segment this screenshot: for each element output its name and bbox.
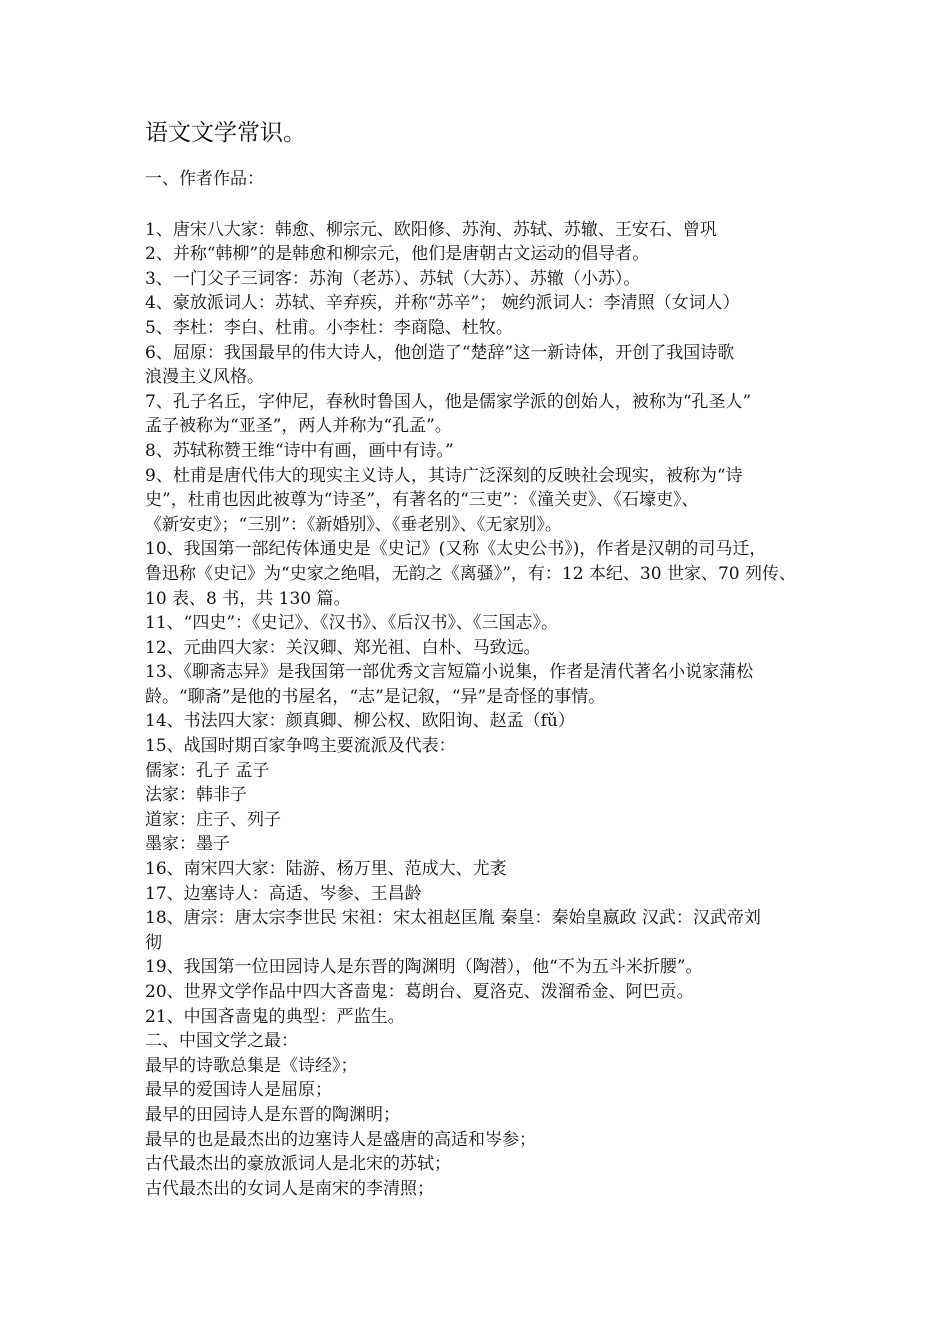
document-body: [145, 218, 825, 1202]
section-heading-author-works: 一、作者作品：: [145, 169, 264, 189]
text-line: 龄。“聊斋”是他的书屋名，“志”是记叙，“异”是奇怪的事情。: [145, 686, 606, 707]
text-line: 10、我国第一部纪传体通史是《史记》(又称《太史公书》)，作者是汉朝的司马迁，: [145, 539, 767, 560]
document-title: 语文文学常识。: [145, 120, 306, 146]
text-line: 7、孔子名丘，字仲尼，春秋时鲁国人，他是儒家学派的创始人，被称为“孔圣人”: [145, 391, 752, 412]
text-line: 最早的田园诗人是东晋的陶渊明；: [145, 1104, 400, 1125]
text-line: 15、战国时期百家争鸣主要流派及代表：: [145, 736, 456, 757]
text-line: 浪漫主义风格。: [145, 367, 264, 388]
text-line: 6、屈原：我国最早的伟大诗人，他创造了“楚辞”这一新诗体，开创了我国诗歌: [145, 342, 735, 363]
text-line: 墨家：墨子: [145, 834, 230, 855]
text-line: 4、豪放派词人：苏轼、辛弃疾，并称“苏辛”； 婉约派词人：李清照（女词人）: [145, 293, 740, 314]
text-line: 法家：韩非子: [145, 785, 247, 806]
text-line: 2、并称“韩柳”的是韩愈和柳宗元，他们是唐朝古文运动的倡导者。: [145, 244, 650, 265]
text-line: 儒家：孔子 孟子: [145, 760, 270, 781]
text-line: 孟子被称为“亚圣”，两人并称为“孔孟”。: [145, 416, 452, 437]
text-line: 13、《聊斋志异》是我国第一部优秀文言短篇小说集，作者是清代著名小说家蒲松: [145, 662, 754, 683]
text-line: 14、书法四大家：颜真卿、柳公权、欧阳询、赵孟（fǔ）: [145, 711, 575, 732]
document-page: [145, 118, 825, 1201]
text-line: 18、唐宗：唐太宗李世民 宋祖：宋太祖赵匡胤 秦皇：秦始皇嬴政 汉武：汉武帝刘: [145, 908, 761, 929]
text-line: 19、我国第一位田园诗人是东晋的陶渊明（陶潜），他“不为五斗米折腰”。: [145, 957, 703, 978]
text-line: 8、苏轼称赞王维“诗中有画，画中有诗。”: [145, 440, 454, 461]
text-line: 彻: [145, 932, 162, 953]
text-line: 20、世界文学作品中四大吝啬鬼：葛朗台、夏洛克、泼溜希金、阿巴贡。: [145, 982, 694, 1002]
text-line: 二、中国文学之最：: [145, 1031, 298, 1052]
text-line: 5、李杜：李白、杜甫。小李杜：李商隐、杜牧。: [145, 317, 513, 338]
text-line: 9、杜甫是唐代伟大的现实主义诗人，其诗广泛深刻的反映社会现实，被称为“诗: [145, 465, 743, 486]
text-line: 最早的诗歌总集是《诗经》；: [145, 1055, 358, 1076]
text-line: 21、中国吝啬鬼的典型：严监生。: [145, 1006, 405, 1027]
text-line: 11、“四史”：《史记》、《汉书》、《后汉书》、《三国志》。: [145, 613, 559, 634]
text-line: 3、一门父子三词客：苏洵（老苏）、苏轼（大苏）、苏辙（小苏）。: [145, 268, 641, 289]
text-line: 鲁迅称《史记》为“史家之绝唱，无韵之《离骚》”，有：12 本纪、30 世家、70 列传、: [145, 563, 796, 584]
text-line: 12、元曲四大家：关汉卿、郑光祖、白朴、马致远。: [145, 637, 541, 658]
text-line: 16、南宋四大家：陆游、杨万里、范成大、尤袤: [145, 859, 507, 880]
text-line: 《新安吏》；“三别”：《新婚别》、《垂老别》、《无家别》。: [145, 514, 562, 535]
text-line: 17、边塞诗人：高适、岑参、王昌龄: [145, 883, 422, 904]
text-line: 古代最杰出的女词人是南宋的李清照；: [145, 1178, 434, 1199]
text-line: 史”，杜甫也因此被尊为“诗圣”，有著名的“三吏”：《潼关吏》、《石壕吏》、: [145, 490, 699, 511]
text-line: 最早的也是最杰出的边塞诗人是盛唐的高适和岑参；: [145, 1129, 536, 1150]
text-line: 古代最杰出的豪放派词人是北宋的苏轼；: [145, 1154, 451, 1175]
text-line: 10 表、8 书，共 130 篇。: [145, 588, 351, 609]
text-line: 道家：庄子、列子: [145, 809, 281, 830]
text-line: 最早的爱国诗人是屈原；: [145, 1080, 332, 1101]
text-line: 1、唐宋八大家：韩愈、柳宗元、欧阳修、苏洵、苏轼、苏辙、王安石、曾巩: [145, 219, 717, 240]
